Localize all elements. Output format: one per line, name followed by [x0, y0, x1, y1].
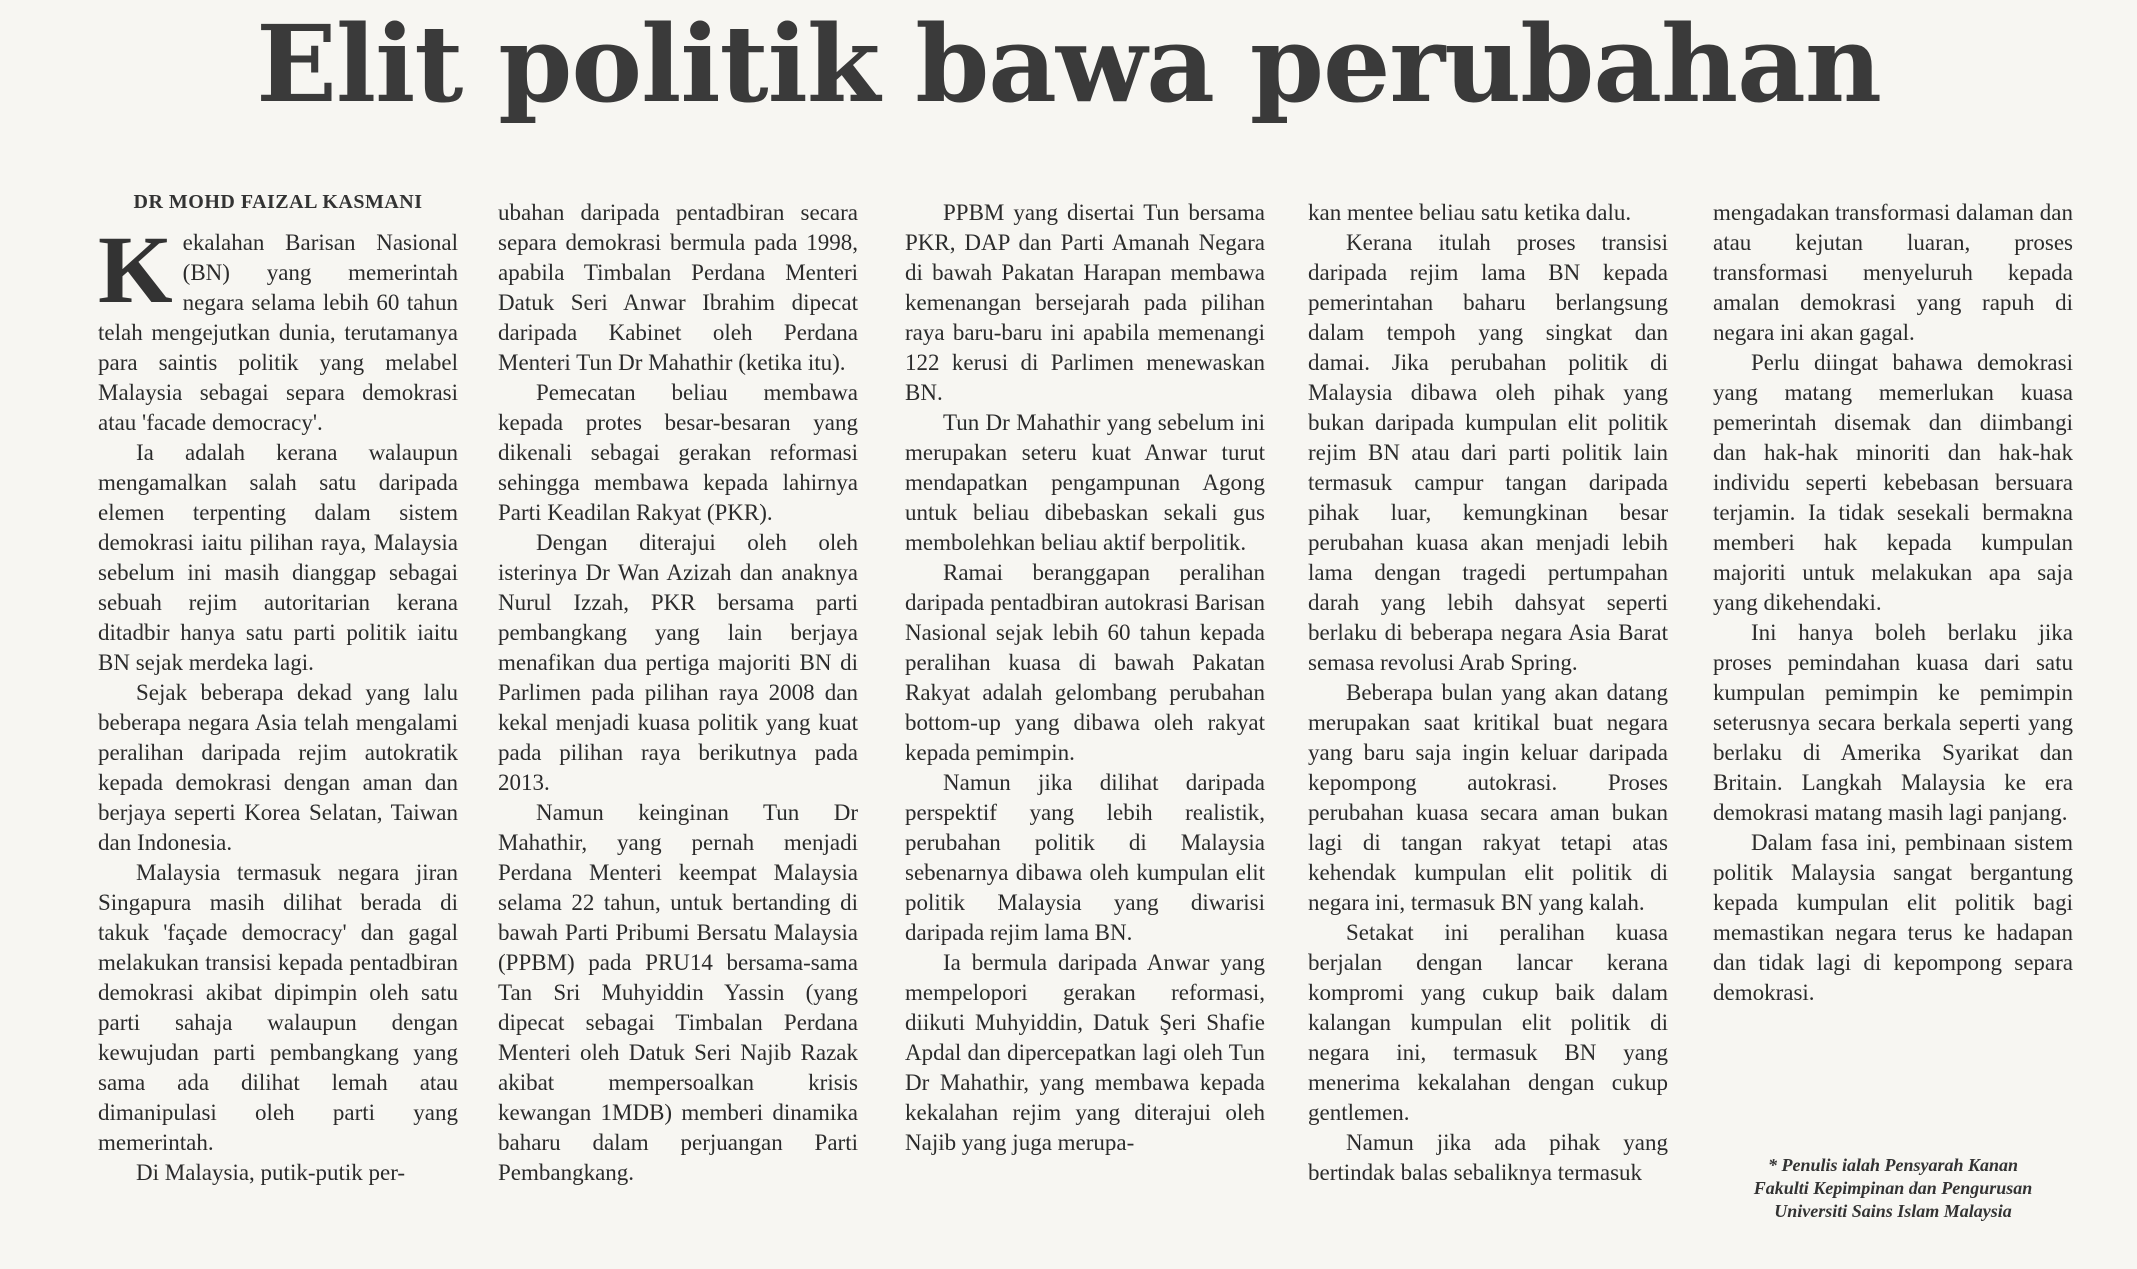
drop-cap: K	[98, 216, 173, 323]
article-paragraph: Namun keinginan Tun Dr Mahathir, yang pernah menjadi Perdana Menteri keempat Malaysia selama 22 tahun, untuk bertanding di bawah Parti Pribumi Bersatu Malaysia (PPBM) pada PRU14 bersama-sama Tan Sri Muhyiddin Yassin (yang dipecat sebagai Timbalan Perdana Menteri oleh Datuk Seri Najib Razak akibat mempersoalkan krisis kewangan 1MDB) memberi dinamika baharu dalam perjuangan Parti Pembangkang.	[498, 800, 858, 1185]
paragraph-text: ekalahan Barisan Nasional (BN) yang memerintah negara selama lebih 60 tahun telah mengejutkan dunia, terutamanya para saintis politik yang melabel Malaysia sebagai separa demokrasi atau 'facade democracy'.	[98, 230, 458, 435]
headline: Elit politik bawa perubahan	[256, 1, 1881, 126]
article-paragraph: Perlu diingat bahawa demokrasi yang matang memerlukan kuasa pemerintah disemak dan diimbangi dan hak-hak minoriti dan hak-hak individu seperti kebebasan bersuara terjamin. Ia tidak sesekali bermakna memberi hak kepada kumpulan majoriti untuk melakukan apa saja yang dikehendaki.	[1713, 350, 2073, 615]
byline: DR MOHD FAIZAL KASMANI	[133, 191, 423, 213]
article-column-4	[1308, 198, 1668, 1188]
article-paragraph: Tun Dr Mahathir yang sebelum ini merupakan seteru kuat Anwar turut mendapatkan pengampunan Agong untuk beliau dibebaskan sekali gus membolehkan beliau aktif berpolitik.	[905, 410, 1265, 555]
article-paragraph: PPBM yang disertai Tun bersama PKR, DAP dan Parti Amanah Negara di bawah Pakatan Harapan membawa kemenangan bersejarah pada pilihan raya baru-baru ini apabila memenangi 122 kerusi di Parlimen menewaskan BN.	[905, 200, 1265, 405]
article-paragraph: Malaysia termasuk negara jiran Singapura masih dilihat berada di takuk 'façade democracy' dan gagal melakukan transisi kepada pentadbiran demokrasi akibat dipimpin oleh satu parti sahaja walaupun dengan kewujudan parti pembangkang yang sama ada dilihat lemah atau dimanipulasi oleh parti yang memerintah.	[98, 860, 458, 1155]
footnote-line: * Penulis ialah Pensyarah Kanan	[1767, 1155, 2019, 1175]
article-paragraph: Namun jika ada pihak yang bertindak balas sebaliknya termasuk	[1308, 1130, 1668, 1185]
article-paragraph: Di Malaysia, putik-putik per-	[136, 1160, 406, 1185]
article-column-3	[905, 198, 1265, 1158]
article-column-2	[498, 198, 858, 1188]
article-paragraph: mengadakan transformasi dalaman dan atau kejutan luaran, proses transformasi menyeluruh kepada amalan demokrasi yang rapuh di negara ini akan gagal.	[1713, 200, 2073, 345]
article-paragraph: Pemecatan beliau membawa kepada protes besar-besaran yang dikenali sebagai gerakan reformasi sehingga membawa kepada lahirnya Parti Keadilan Rakyat (PKR).	[498, 380, 858, 525]
article-paragraph: Beberapa bulan yang akan datang merupakan saat kritikal buat negara yang baru saja ingin keluar daripada kepompong autokrasi. Proses perubahan kuasa secara aman bukan lagi di tangan rakyat tetapi atas kehendak kumpulan elit politik di negara ini, termasuk BN yang kalah.	[1308, 680, 1668, 915]
article-paragraph: Ini hanya boleh berlaku jika proses pemindahan kuasa dari satu kumpulan pemimpin ke pemimpin seterusnya secara berkala seperti yang berlaku di Amerika Syarikat dan Britain. Langkah Malaysia ke era demokrasi matang masih lagi panjang.	[1713, 620, 2073, 825]
article-column-5	[1713, 198, 2073, 1008]
article-paragraph: Sejak beberapa dekad yang lalu beberapa negara Asia telah mengalami peralihan daripada rejim autokratik kepada demokrasi dengan aman dan berjaya seperti Korea Selatan, Taiwan dan Indonesia.	[98, 680, 458, 855]
article-paragraph: Ia adalah kerana walaupun mengamalkan salah satu daripada elemen terpenting dalam sistem demokrasi iaitu pilihan raya, Malaysia sebelum ini masih dianggap sebagai sebuah rejim autoritarian kerana ditadbir hanya satu parti politik iaitu BN sejak merdeka lagi.	[98, 440, 458, 675]
article-paragraph: Namun jika dilihat daripada perspektif yang lebih realistik, perubahan politik di Malaysia sebenarnya dibawa oleh kumpulan elit politik Malaysia yang diwarisi daripada rejim lama BN.	[905, 770, 1265, 945]
article-paragraph: ubahan daripada pentadbiran secara separa demokrasi bermula pada 1998, apabila Timbalan Perdana Menteri Datuk Seri Anwar Ibrahim dipecat daripada Kabinet oleh Perdana Menteri Tun Dr Mahathir (ketika itu).	[498, 200, 858, 375]
author-footnote	[1713, 1154, 2073, 1223]
article-column-1	[98, 190, 458, 1188]
article-paragraph: Dalam fasa ini, pembinaan sistem politik Malaysia sangat bergantung kepada kumpulan elit politik bagi memastikan negara terus ke hadapan dan tidak lagi di kepompong separa demokrasi.	[1713, 830, 2073, 1005]
footnote-line: Fakulti Kepimpinan dan Pengurusan	[1753, 1178, 2033, 1198]
article-paragraph: Setakat ini peralihan kuasa berjalan dengan lancar kerana kompromi yang cukup baik dalam kalangan kumpulan elit politik di negara ini, termasuk BN yang menerima kekalahan dengan cukup gentlemen.	[1308, 920, 1668, 1125]
footnote-line: Universiti Sains Islam Malaysia	[1774, 1201, 2012, 1221]
article-paragraph	[98, 216, 458, 438]
article-paragraph: kan mentee beliau satu ketika dalu.	[1308, 200, 1632, 225]
article-paragraph: Dengan diterajui oleh oleh isterinya Dr Wan Azizah dan anaknya Nurul Izzah, PKR bersama parti pembangkang yang lain berjaya menafikan dua pertiga majoriti BN di Parlimen pada pilihan raya 2008 dan kekal menjadi kuasa politik yang kuat pada pilihan raya berikutnya pada 2013.	[498, 530, 858, 795]
article-paragraph: Kerana itulah proses transisi daripada rejim lama BN kepada pemerintahan baharu berlangsung dalam tempoh yang singkat dan damai. Jika perubahan politik di Malaysia dibawa oleh pihak yang bukan daripada kumpulan elit politik rejim BN atau dari parti politik lain termasuk campur tangan daripada pihak luar, kemungkinan besar perubahan kuasa akan menjadi lebih lama dengan tragedi pertumpahan darah yang lebih dahsyat seperti berlaku di beberapa negara Asia Barat semasa revolusi Arab Spring.	[1308, 230, 1668, 675]
article-paragraph: Ramai beranggapan peralihan daripada pentadbiran autokrasi Barisan Nasional sejak lebih 60 tahun kepada peralihan kuasa di bawah Pakatan Rakyat adalah gelombang perubahan bottom-up yang dibawa oleh rakyat kepada pemimpin.	[905, 560, 1265, 765]
article-paragraph: Ia bermula daripada Anwar yang mempelopori gerakan reformasi, diikuti Muhyiddin, Datuk Şeri Shafie Apdal dan dipercepatkan lagi oleh Tun Dr Mahathir, yang membawa kepada kekalahan rejim yang diterajui oleh Najib yang juga merupa-	[905, 950, 1265, 1155]
